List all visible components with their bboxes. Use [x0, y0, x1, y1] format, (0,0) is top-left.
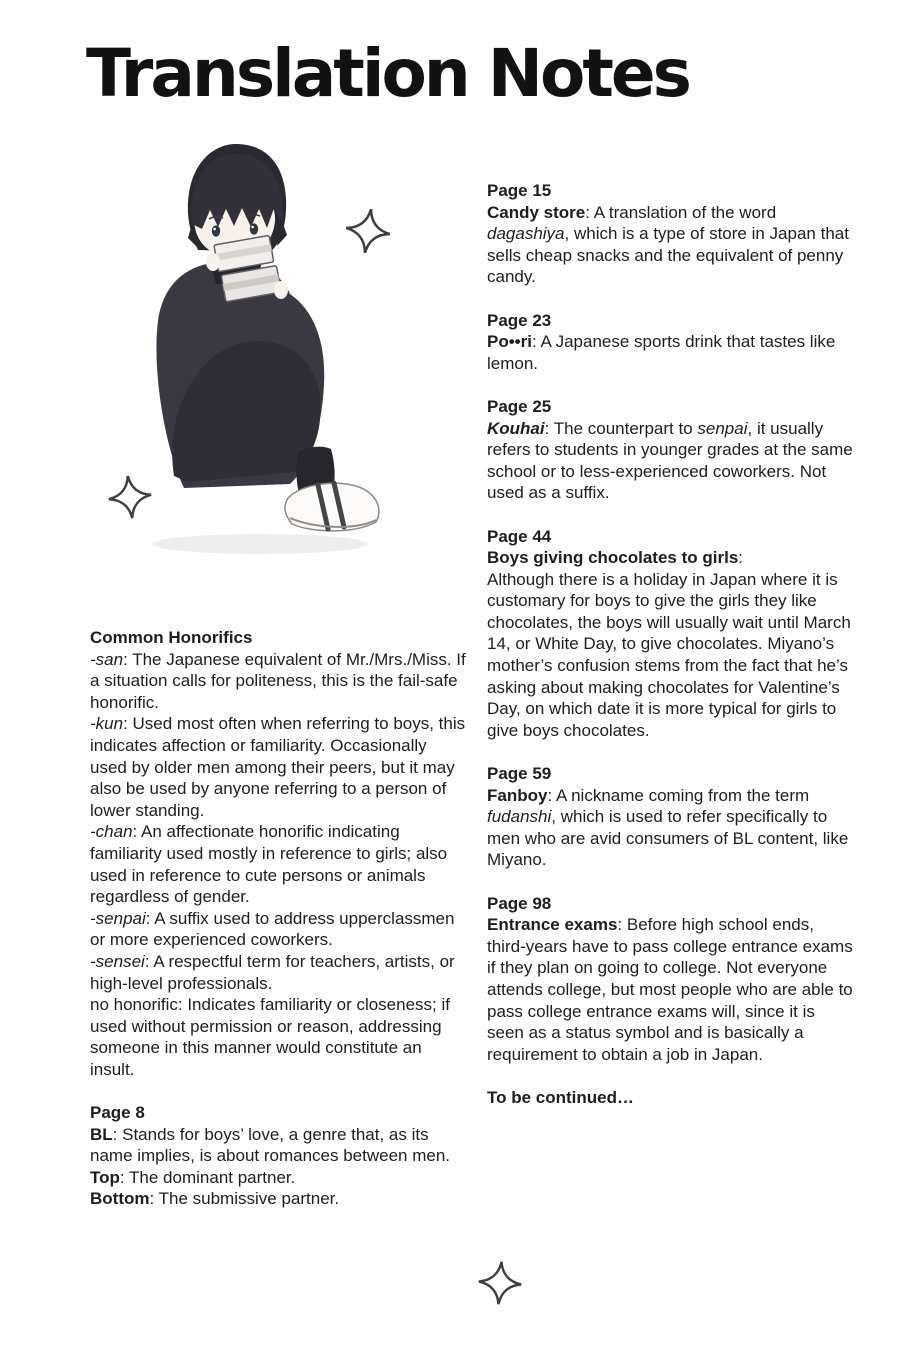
text-segment: , which is a type of store in Japan that sells cheap snacks and the equivalent of penny candy.	[487, 224, 849, 287]
notes-column-right	[487, 180, 853, 1109]
note-section	[487, 763, 853, 871]
note-section	[487, 1087, 853, 1109]
text-segment: -san	[90, 649, 124, 669]
note-section	[487, 310, 853, 375]
note-paragraph	[487, 547, 853, 741]
text-segment: Po••ri	[487, 332, 532, 352]
note-paragraph	[90, 994, 468, 1080]
sparkle-icon	[100, 467, 159, 526]
note-heading: Common Honorifics	[90, 628, 253, 647]
text-segment: : A translation of the word	[585, 202, 777, 222]
text-segment: -chan	[90, 822, 133, 842]
eye-highlight	[251, 226, 254, 229]
text-segment: dagashiya	[487, 224, 565, 244]
text-segment: , which is used to refer specifically to men who are avid consumers of BL content, like Miyano.	[487, 807, 849, 870]
text-segment: : Used most often when referring to boys, this indicates affection or familiarity. Occasionally used by older men among their peers, but it may also be used by anyone referring to a person of lower standing.	[90, 714, 466, 820]
note-paragraph	[487, 785, 853, 871]
text-segment: Top	[90, 1167, 120, 1187]
note-heading: Page 59	[487, 764, 552, 784]
note-paragraph	[90, 908, 468, 951]
text-segment: no honorific: Indicates familiarity or closeness; if used without permission or reason, addressing someone in this manner would constitute an insult.	[90, 995, 450, 1079]
note-paragraph	[90, 1188, 468, 1210]
text-segment: :	[738, 548, 744, 568]
notes-column-left	[90, 627, 468, 1210]
text-segment: : The dominant partner.	[119, 1167, 296, 1187]
text-segment: Entrance exams	[487, 915, 618, 935]
note-paragraph	[487, 914, 853, 1065]
text-segment: -kun	[90, 714, 124, 734]
text-segment: Bottom	[90, 1189, 150, 1209]
eye	[212, 225, 220, 236]
note-section	[90, 1102, 468, 1210]
note-paragraph	[90, 1124, 468, 1167]
text-segment: senpai	[697, 418, 748, 438]
note-section	[90, 627, 468, 1080]
note-heading: Page 98	[487, 893, 552, 913]
text-segment: , it usually refers to students in younger grades at the same school or to less-experienced coworkers. Not used as a suffix.	[487, 418, 853, 503]
text-segment: Candy store	[487, 202, 586, 222]
text-segment: -sensei	[90, 951, 145, 971]
text-segment: fudanshi	[487, 807, 552, 827]
text-segment: Although there is a holiday in Japan where it is customary for boys to give the girls they like chocolates, the boys will usually wait until March 14, or White Day, to give chocolates. Miyano’s mother’s confusion stems from the fact that he’s asking about making chocolates for Valentine’s Day, on which date it is more typical for girls to give boys chocolates.	[487, 569, 851, 740]
note-paragraph	[487, 331, 853, 374]
note-heading: To be continued…	[487, 1087, 635, 1107]
sparkle-icon	[471, 1254, 529, 1312]
eye-highlight	[213, 228, 216, 231]
note-section	[487, 396, 853, 504]
note-paragraph	[90, 951, 468, 994]
hand	[206, 253, 220, 271]
text-segment: Fanboy	[487, 785, 548, 805]
note-section	[487, 180, 853, 288]
page-title: Translation Notes	[86, 35, 689, 112]
text-segment: : An affectionate honorific indicating familiarity used mostly in reference to girls; also used in reference to cute persons or animals regardless of gender.	[90, 822, 448, 907]
text-segment: : The submissive partner.	[149, 1189, 340, 1209]
note-heading: Page 23	[487, 310, 552, 330]
note-paragraph	[90, 1167, 468, 1189]
ground-shadow	[152, 534, 368, 554]
text-segment: : A nickname coming from the term	[547, 785, 810, 805]
note-heading: Page 15	[487, 181, 552, 200]
text-segment: -senpai	[90, 908, 146, 928]
text-segment: : Stands for boys’ love, a genre that, as its name implies, is about romances between men.	[90, 1124, 451, 1166]
text-segment: : A Japanese sports drink that tastes like lemon.	[487, 332, 836, 373]
text-segment: : Before high school ends, third-years have to pass college entrance exams if they plan on going to college. Not everyone attends college, but most people who are able to pass college entrance exams will, since it is seen as a status symbol and is basically a requirement to obtain a job in Japan.	[487, 915, 853, 1064]
sparkle-icon	[336, 199, 399, 262]
note-paragraph	[487, 202, 853, 288]
text-segment: : A suffix used to address upperclassmen or more experienced coworkers.	[90, 908, 455, 950]
note-heading: Page 44	[487, 526, 552, 546]
text-segment: : A respectful term for teachers, artists, or high-level professionals.	[90, 951, 455, 993]
text-segment: BL	[90, 1124, 113, 1144]
text-segment: Kouhai	[487, 418, 545, 438]
eye	[250, 223, 258, 234]
note-section	[487, 526, 853, 742]
note-heading: Page 8	[90, 1103, 145, 1123]
note-paragraph	[90, 821, 468, 907]
note-section	[487, 893, 853, 1066]
text-segment: : The Japanese equivalent of Mr./Mrs./Miss. If a situation calls for politeness, this is the fail-safe honorific.	[90, 649, 466, 712]
text-segment: Boys giving chocolates to girls	[487, 548, 739, 568]
hand	[274, 281, 288, 299]
note-paragraph	[90, 649, 468, 714]
note-paragraph	[487, 418, 853, 504]
text-segment: : The counterpart to	[544, 418, 698, 438]
note-heading: Page 25	[487, 396, 552, 416]
note-paragraph	[90, 713, 468, 821]
